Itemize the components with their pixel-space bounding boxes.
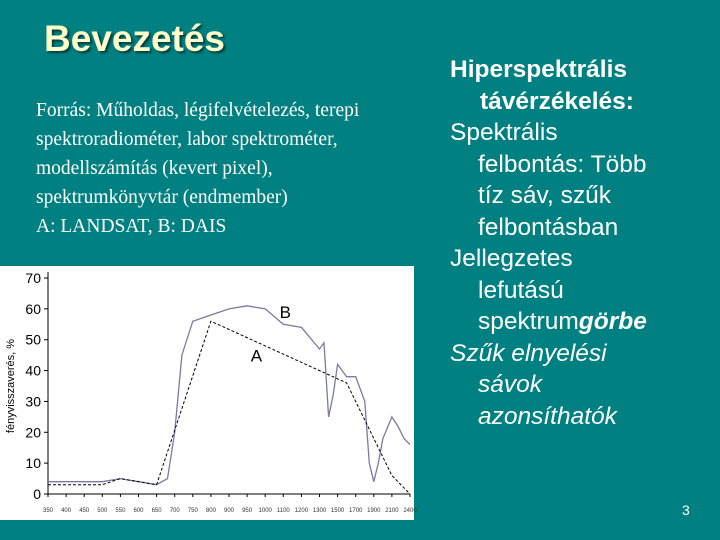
x-tick-label: 1100 xyxy=(276,508,290,514)
series-line-B xyxy=(48,306,410,485)
x-tick-label: 800 xyxy=(205,508,216,514)
x-tick-label: 700 xyxy=(169,508,180,514)
page-number: 3 xyxy=(682,502,690,518)
x-tick-label: 600 xyxy=(133,508,144,514)
bullet-spectrum-curve xyxy=(450,243,710,338)
bullet-line: lefutású xyxy=(478,276,564,304)
source-line: A: LANDSAT, B: DAIS xyxy=(36,216,227,237)
emphasis-text: görbe xyxy=(578,308,647,335)
y-tick-label: 20 xyxy=(25,424,41,441)
x-tick-label: 1000 xyxy=(258,508,272,514)
x-tick-label: 350 xyxy=(42,508,54,514)
x-tick-label: 2400 xyxy=(403,508,417,514)
right-panel xyxy=(450,54,710,432)
x-tick-label: 500 xyxy=(97,508,108,514)
x-tick-label: 950 xyxy=(242,508,253,514)
reflectance-chart xyxy=(0,266,417,520)
source-line: spektroradiométer, labor spektrométer, xyxy=(36,129,338,150)
y-tick-label: 30 xyxy=(25,393,41,410)
x-tick-label: 400 xyxy=(61,508,72,514)
bullet-line: sávok xyxy=(478,371,543,398)
heading-line: távérzékelés: xyxy=(480,87,634,115)
y-tick-label: 50 xyxy=(25,331,41,348)
x-tick-label: 450 xyxy=(79,508,90,514)
series-annotation: A xyxy=(250,346,263,366)
bullet-text: spektrum xyxy=(478,308,579,335)
y-tick-label: 60 xyxy=(25,300,41,317)
x-tick-label: 1700 xyxy=(349,508,363,514)
bullet-line-mixed xyxy=(450,306,710,338)
y-tick-label: 70 xyxy=(25,270,41,286)
source-text xyxy=(36,96,456,241)
x-tick-label: 2100 xyxy=(385,508,399,514)
y-tick-label: 10 xyxy=(25,455,41,472)
bullet-line: tíz sáv, szűk xyxy=(478,182,611,209)
bullet-absorption-bands xyxy=(450,338,710,433)
y-tick-label: 40 xyxy=(25,362,41,379)
source-line: spektrumkönyvtár (endmember) xyxy=(36,187,288,208)
series-line-A xyxy=(48,321,410,494)
y-axis-label: fényvisszaverés, % xyxy=(5,338,17,434)
x-tick-label: 750 xyxy=(187,508,198,514)
x-tick-label: 1900 xyxy=(367,508,381,514)
bullet-line: azonsíthatók xyxy=(478,402,617,430)
x-tick-label: 550 xyxy=(115,508,126,514)
source-line: Forrás: Műholdas, légifelvételezés, terepi xyxy=(36,100,360,121)
bullet-line: Spektrális xyxy=(450,119,558,146)
x-tick-label: 1500 xyxy=(330,508,345,514)
chart-svg xyxy=(0,266,417,520)
heading-line: Hiperspektrális xyxy=(450,56,628,83)
bullet-spectral-resolution xyxy=(450,117,710,243)
x-tick-label: 1200 xyxy=(294,508,309,514)
x-tick-label: 1300 xyxy=(312,508,327,514)
x-tick-label: 650 xyxy=(151,508,162,514)
bullet-line: Szűk elnyelési xyxy=(450,339,607,367)
bullet-line: Jellegzetes xyxy=(450,245,573,272)
bullet-line: felbontásban xyxy=(478,213,619,241)
series-annotation: B xyxy=(279,303,292,323)
slide-title: Bevezetés xyxy=(44,18,226,59)
y-tick-label: 0 xyxy=(33,486,41,502)
bullet-line: felbontás: Több xyxy=(478,150,647,178)
x-tick-label: 900 xyxy=(223,508,235,514)
source-line: modellszámítás (kevert pixel), xyxy=(36,158,273,179)
panel-heading xyxy=(450,54,710,117)
